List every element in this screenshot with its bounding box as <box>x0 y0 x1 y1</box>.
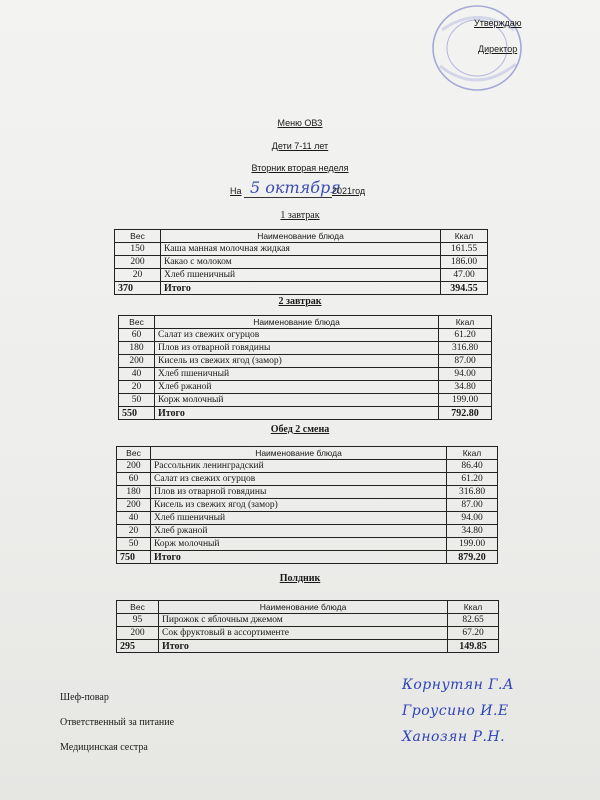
dish-name-cell: Хлеб пшеничный <box>151 512 447 525</box>
table-breakfast2 <box>118 315 492 420</box>
signature-role-chef: Шеф-повар <box>60 692 109 703</box>
section-title-breakfast2: 2 завтрак <box>278 296 322 307</box>
weight-cell: 200 <box>117 499 151 512</box>
table-lunch <box>116 446 498 564</box>
kcal-cell: 94.00 <box>439 368 492 381</box>
signature-chef: Корнутян Г.А <box>402 677 515 693</box>
total-label-cell: Итого <box>151 551 447 564</box>
table-row <box>119 381 492 394</box>
kcal-cell: 94.00 <box>447 512 498 525</box>
section-title-breakfast1: 1 завтрак <box>280 210 320 221</box>
column-header: Ккал <box>439 316 492 329</box>
signature-nutrition: Гроусино И.Е <box>402 703 509 719</box>
weight-cell: 95 <box>117 614 159 627</box>
weight-cell: 150 <box>115 243 161 256</box>
table-header-row <box>117 447 498 460</box>
total-label-cell: Итого <box>159 640 448 653</box>
weight-cell: 200 <box>117 627 159 640</box>
dish-name-cell: Кисель из свежих ягод (замор) <box>151 499 447 512</box>
column-header: Вес <box>117 447 151 460</box>
table-row <box>115 269 488 282</box>
table-row <box>117 512 498 525</box>
date-underline <box>244 197 332 198</box>
kcal-cell: 316.80 <box>439 342 492 355</box>
kcal-cell: 186.00 <box>441 256 488 269</box>
dish-name-cell: Салат из свежих огурцов <box>151 473 447 486</box>
kcal-cell: 199.00 <box>447 538 498 551</box>
table-row <box>119 368 492 381</box>
kcal-cell: 82.65 <box>448 614 499 627</box>
table-row <box>117 473 498 486</box>
section-title-snack: Полдник <box>279 573 321 584</box>
signature-role-nurse: Медицинская сестра <box>60 742 148 753</box>
dish-name-cell: Каша манная молочная жидкая <box>161 243 441 256</box>
table-row <box>119 394 492 407</box>
total-row <box>115 282 488 295</box>
column-header: Вес <box>117 601 159 614</box>
column-header: Наименование блюда <box>151 447 447 460</box>
weight-cell: 200 <box>115 256 161 269</box>
weight-cell: 180 <box>119 342 155 355</box>
dish-name-cell: Пирожок с яблочным джемом <box>159 614 448 627</box>
table-row <box>117 499 498 512</box>
kcal-cell: 34.80 <box>439 381 492 394</box>
column-header: Наименование блюда <box>161 230 441 243</box>
table-row <box>115 256 488 269</box>
age-group: Дети 7-11 лет <box>271 141 329 151</box>
weight-cell: 20 <box>119 381 155 394</box>
table-snack <box>116 600 499 653</box>
date-handwritten: 5 октября <box>250 178 341 197</box>
dish-name-cell: Плов из отварной говядины <box>151 486 447 499</box>
dish-name-cell: Хлеб ржаной <box>155 381 439 394</box>
dish-name-cell: Кисель из свежих ягод (замор) <box>155 355 439 368</box>
weight-cell: 200 <box>119 355 155 368</box>
kcal-cell: 67.20 <box>448 627 499 640</box>
total-kcal-cell: 149.85 <box>448 640 499 653</box>
total-weight-cell: 550 <box>119 407 155 420</box>
dish-name-cell: Плов из отварной говядины <box>155 342 439 355</box>
dish-name-cell: Рассольник ленинградский <box>151 460 447 473</box>
total-row <box>117 551 498 564</box>
table-header-row <box>115 230 488 243</box>
dish-name-cell: Хлеб пшеничный <box>155 368 439 381</box>
table-row <box>119 342 492 355</box>
total-row <box>119 407 492 420</box>
column-header: Наименование блюда <box>155 316 439 329</box>
total-weight-cell: 750 <box>117 551 151 564</box>
weight-cell: 40 <box>119 368 155 381</box>
table-row <box>117 627 499 640</box>
signature-role-nutrition: Ответственный за питание <box>60 717 175 728</box>
total-kcal-cell: 879.20 <box>447 551 498 564</box>
weight-cell: 40 <box>117 512 151 525</box>
column-header: Ккал <box>447 447 498 460</box>
table-breakfast1 <box>114 229 488 295</box>
dish-name-cell: Салат из свежих огурцов <box>155 329 439 342</box>
signature-nurse: Ханозян Р.Н. <box>402 729 506 745</box>
column-header: Ккал <box>441 230 488 243</box>
day-label: Вторник вторая неделя <box>251 163 349 173</box>
weight-cell: 50 <box>119 394 155 407</box>
kcal-cell: 47.00 <box>441 269 488 282</box>
total-label-cell: Итого <box>161 282 441 295</box>
table-row <box>117 614 499 627</box>
column-header: Ккал <box>448 601 499 614</box>
table-row <box>117 486 498 499</box>
total-row <box>117 640 499 653</box>
table-row <box>117 538 498 551</box>
weight-cell: 180 <box>117 486 151 499</box>
weight-cell: 50 <box>117 538 151 551</box>
dish-name-cell: Какао с молоком <box>161 256 441 269</box>
kcal-cell: 61.20 <box>447 473 498 486</box>
kcal-cell: 316.80 <box>447 486 498 499</box>
table-header-row <box>117 601 499 614</box>
kcal-cell: 161.55 <box>441 243 488 256</box>
column-header: Наименование блюда <box>159 601 448 614</box>
table-row <box>119 355 492 368</box>
kcal-cell: 34.80 <box>447 525 498 538</box>
kcal-cell: 87.00 <box>447 499 498 512</box>
total-kcal-cell: 394.55 <box>441 282 488 295</box>
table-header-row <box>119 316 492 329</box>
dish-name-cell: Корж молочный <box>155 394 439 407</box>
table-row <box>119 329 492 342</box>
column-header: Вес <box>119 316 155 329</box>
date-prefix: На <box>230 186 242 196</box>
dish-name-cell: Хлеб пшеничный <box>161 269 441 282</box>
table-row <box>117 460 498 473</box>
date-suffix: 2021год <box>332 186 366 196</box>
approval-label: Утверждаю <box>474 18 522 28</box>
dish-name-cell: Корж молочный <box>151 538 447 551</box>
column-header: Вес <box>115 230 161 243</box>
dish-name-cell: Сок фруктовый в ассортименте <box>159 627 448 640</box>
weight-cell: 20 <box>117 525 151 538</box>
section-title-lunch: Обед 2 смена <box>270 424 330 435</box>
kcal-cell: 87.00 <box>439 355 492 368</box>
kcal-cell: 61.20 <box>439 329 492 342</box>
menu-title: Меню ОВЗ <box>277 118 323 128</box>
table-row <box>115 243 488 256</box>
total-label-cell: Итого <box>155 407 439 420</box>
total-kcal-cell: 792.80 <box>439 407 492 420</box>
kcal-cell: 199.00 <box>439 394 492 407</box>
weight-cell: 20 <box>115 269 161 282</box>
total-weight-cell: 295 <box>117 640 159 653</box>
approval-director: Директор <box>478 44 518 54</box>
weight-cell: 60 <box>119 329 155 342</box>
weight-cell: 200 <box>117 460 151 473</box>
dish-name-cell: Хлеб ржаной <box>151 525 447 538</box>
table-row <box>117 525 498 538</box>
weight-cell: 60 <box>117 473 151 486</box>
total-weight-cell: 370 <box>115 282 161 295</box>
kcal-cell: 86.40 <box>447 460 498 473</box>
